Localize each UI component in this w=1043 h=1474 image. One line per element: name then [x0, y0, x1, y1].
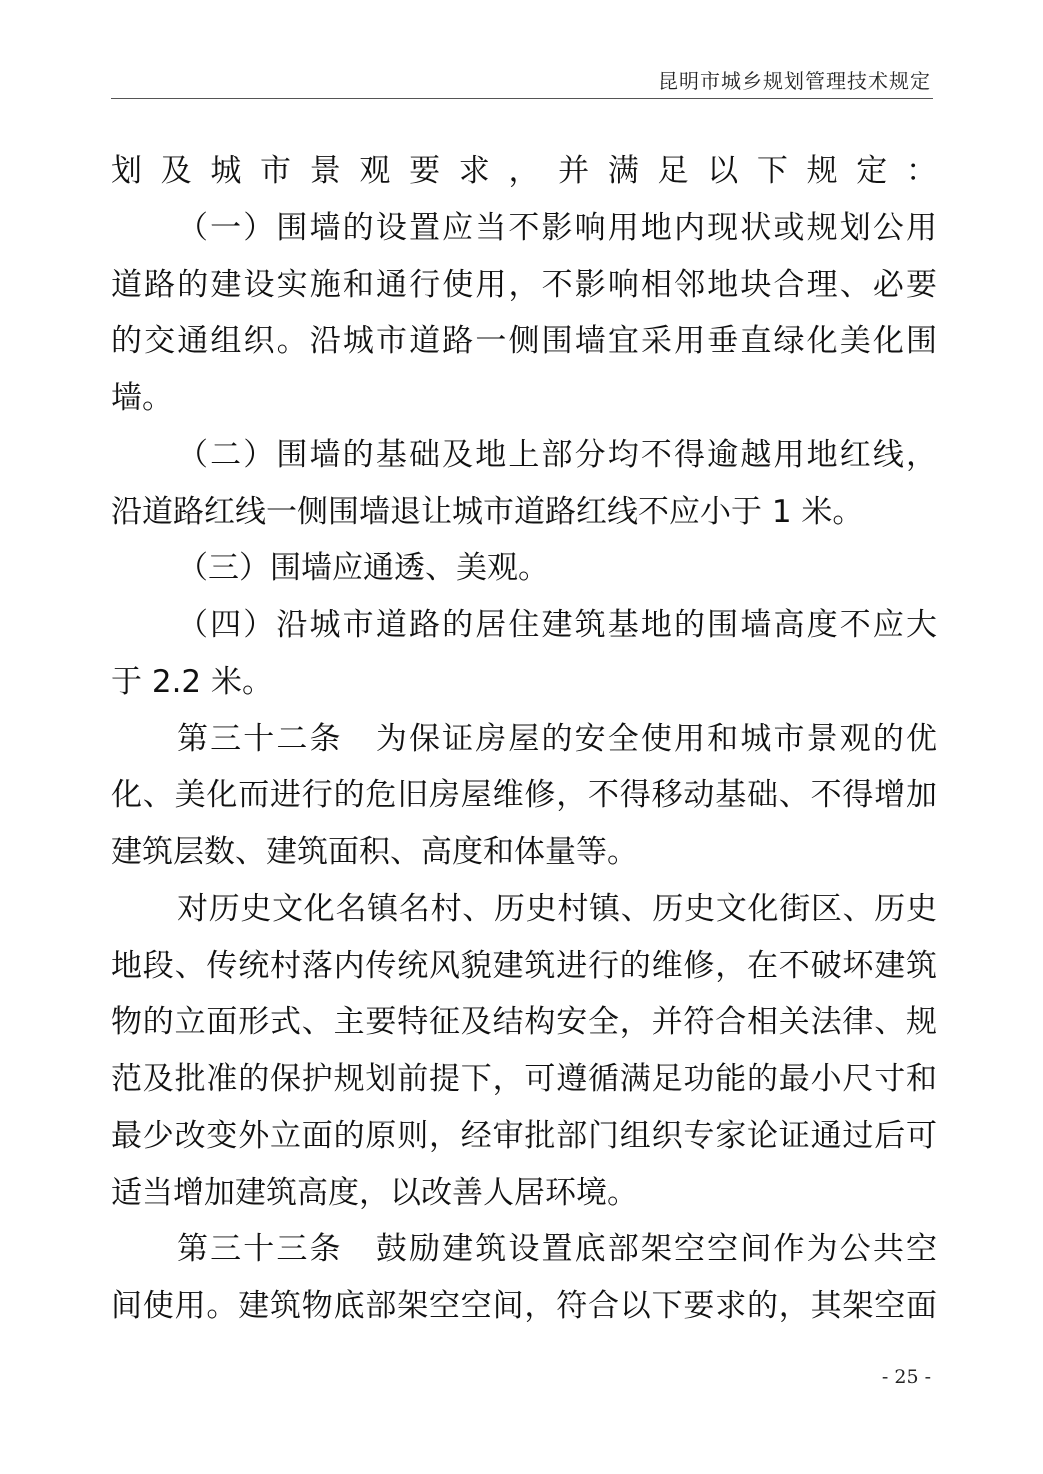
text-line: 间使用。建筑物底部架空空间，符合以下要求的，其架空面: [111, 1288, 937, 1324]
text-line: 墙。: [111, 380, 173, 416]
text-line: （一）围墙的设置应当不影响用地内现状或规划公用: [177, 209, 937, 246]
text-line: 最少改变外立面的原则，经审批部门组织专家论证通过后可: [111, 1117, 937, 1154]
text-line: （二）围墙的基础及地上部分均不得逾越用地红线，: [177, 436, 937, 473]
text-line: 第三十二条 为保证房屋的安全使用和城市景观的优: [177, 720, 937, 757]
text-line: 道路的建设实施和通行使用，不影响相邻地块合理、必要: [111, 266, 937, 303]
text-line: 物的立面形式、主要特征及结构安全，并符合相关法律、规: [111, 1004, 937, 1041]
text-line: 化、美化而进行的危旧房屋维修，不得移动基础、不得增加: [111, 777, 937, 814]
text-line: 划及城市景观要求，并满足以下规定：: [111, 153, 937, 189]
text-line: （四）沿城市道路的居住建筑基地的围墙高度不应大: [177, 607, 937, 643]
text-line: 范及批准的保护规划前提下，可遵循满足功能的最小尺寸和: [111, 1061, 937, 1097]
page-number: - 25 -: [881, 1366, 931, 1388]
text-line: 的交通组织。沿城市道路一侧围墙宜采用垂直绿化美化围: [111, 323, 937, 360]
text-line: 沿道路红线一侧围墙退让城市道路红线不应小于 1 米。: [111, 493, 864, 530]
text-line: 第三十三条 鼓励建筑设置底部架空空间作为公共空: [177, 1231, 937, 1268]
body-text: [111, 143, 937, 1335]
page-header: [111, 60, 933, 99]
header-title: 昆明市城乡规划管理技术规定: [658, 69, 931, 93]
text-line: （三）围墙应通透、美观。: [177, 550, 549, 587]
text-line: 适当增加建筑高度，以改善人居环境。: [111, 1174, 638, 1211]
text-line: 对历史文化名镇名村、历史村镇、历史文化街区、历史: [177, 890, 937, 927]
text-line: 于 2.2 米。: [111, 663, 274, 700]
text-line: 地段、传统村落内传统风貌建筑进行的维修，在不破坏建筑: [111, 947, 937, 984]
text-line: 建筑层数、建筑面积、高度和体量等。: [111, 834, 638, 870]
